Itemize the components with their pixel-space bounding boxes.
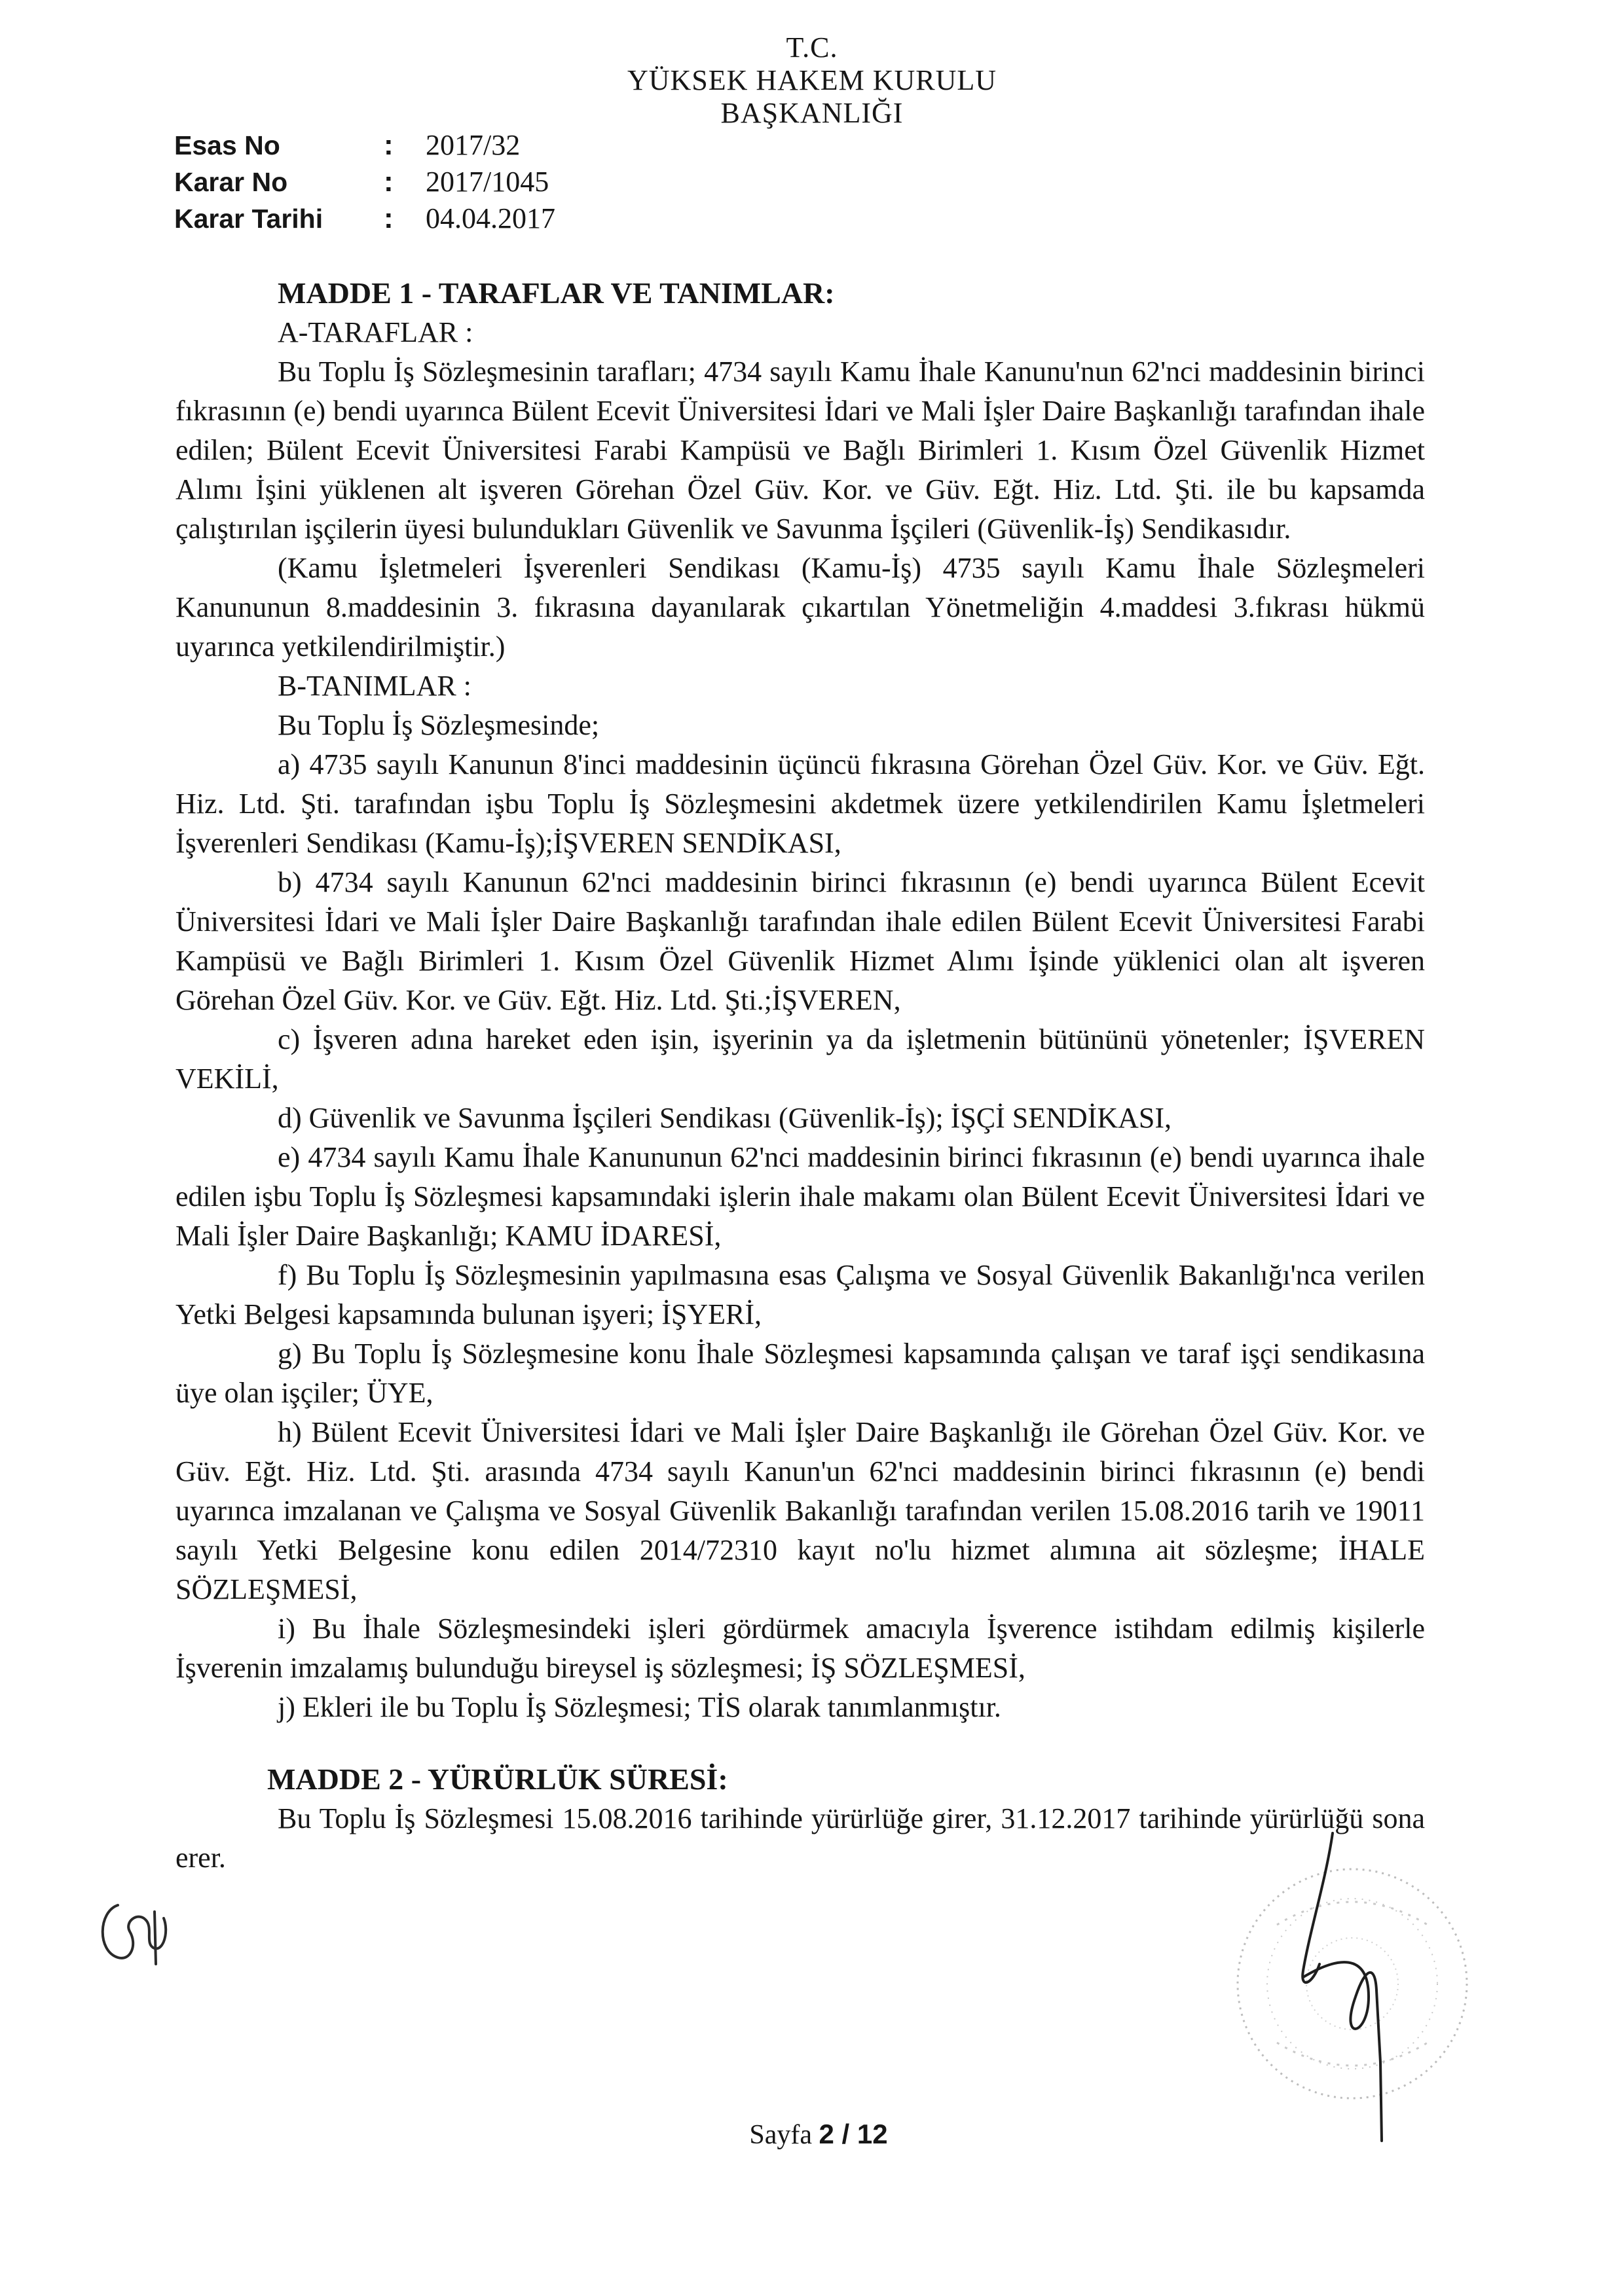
- taraflar-paragraph: Bu Toplu İş Sözleşmesinin tarafları; 4734 sayılı Kamu İhale Kanunu'nun 62'nci maddesinin birinci fıkrasının (e) bendi uyarınca Bülent Ecevit Üniversitesi İdari ve Mali İşler Daire Başkanlığı tarafından ihale edilen; Bülent Ecevit Üniversitesi Farabi Kampüsü ve Bağlı Birimleri 1. Kısım Özel Güvenlik Hizmet Alımı İşini yüklenen alt işveren Görehan Özel Güv. Kor. ve Güv. Eğt. Hiz. Ltd. Şti. ile bu kapsamda çalıştırılan işçilerin üyesi bulundukları Güvenlik ve Savunma İşçileri (Güvenlik-İş) Sendikasıdır.: [175, 355, 1425, 545]
- signature-stamp: [1205, 1827, 1493, 2167]
- meta-separator: :: [384, 202, 394, 234]
- page-footer: [688, 2119, 950, 2151]
- meta-label: Esas No: [174, 130, 280, 160]
- meta-value: 04.04.2017: [426, 202, 555, 234]
- madde-2-heading: MADDE 2 - YÜRÜRLÜK SÜRESİ:: [267, 1762, 728, 1796]
- yururluk-paragraph: Bu Toplu İş Sözleşmesi 15.08.2016 tarihinde yürürlüğe girer, 31.12.2017 tarihinde yürürlüğü sona erer.: [175, 1802, 1425, 1874]
- faded-seal: [1238, 1869, 1467, 2098]
- taraflar-note-paragraph: (Kamu İşletmeleri İşverenleri Sendikası (Kamu-İş) 4735 sayılı Kamu İhale Sözleşmeleri Kanununun 8.maddesinin 3. fıkrasına dayanılarak çıkartılan Yönetmeliğin 4.maddesi 3.fıkrası hükmü uyarınca yetkilendirilmiştir.): [175, 552, 1425, 663]
- handwritten-initials-mark: [92, 1886, 196, 1977]
- meta-label: Karar No: [174, 167, 288, 197]
- taraflar-title: A-TARAFLAR :: [278, 316, 473, 348]
- definition-item-c: c) İşveren adına hareket eden işin, işyerinin ya da işletmenin bütününü yönetenler; İŞVEREN VEKİLİ,: [175, 1023, 1425, 1095]
- tanimlar-intro: Bu Toplu İş Sözleşmesinde;: [278, 709, 600, 741]
- meta-separator: :: [384, 166, 394, 198]
- definition-item-a: a) 4735 sayılı Kanunun 8'inci maddesinin üçüncü fıkrasına Görehan Özel Güv. Kor. ve Güv. Eğt. Hiz. Ltd. Şti. tarafından işbu Toplu İş Sözleşmesini akdetmek üzere yetkilendirilen Kamu İşletmeleri İşverenleri Sendikası (Kamu-İş);İŞVEREN SENDİKASI,: [175, 748, 1425, 859]
- meta-row-karar-no: [174, 164, 555, 200]
- tanimlar-title: B-TANIMLAR :: [278, 670, 471, 702]
- definition-item-h: h) Bülent Ecevit Üniversitesi İdari ve Mali İşler Daire Başkanlığı ile Görehan Özel Güv. Kor. ve Güv. Eğt. Hiz. Ltd. Şti. arasında 4734 sayılı Kanun'un 62'nci maddesinin birinci fıkrasının (e) bendi uyarınca imzalanan ve Çalışma ve Sosyal Güvenlik Bakanlığı tarafından verilen 15.08.2016 tarih ve 19011 sayılı Yetki Belgesine konu edilen 2014/72310 kayıt no'lu hizmet alımına ait sözleşme; İHALE SÖZLEŞMESİ,: [175, 1416, 1425, 1605]
- definition-item-b: b) 4734 sayılı Kanunun 62'nci maddesinin birinci fıkrasının (e) bendi uyarınca Bülent Ecevit Üniversitesi İdari ve Mali İşler Daire Başkanlığı tarafından ihale edilen Bülent Ecevit Üniversitesi Farabi Kampüsü ve Bağlı Birimleri 1. Kısım Özel Güvenlik Hizmet Alımı İşinde yüklenici olan alt işveren Görehan Özel Güv. Kor. ve Güv. Eğt. Hiz. Ltd. Şti.;İŞVEREN,: [175, 866, 1425, 1016]
- meta-row-esas-no: [174, 127, 555, 164]
- definition-item-e: e) 4734 sayılı Kamu İhale Kanununun 62'nci maddesinin birinci fıkrasının (e) bendi uyarınca ihale edilen işbu Toplu İş Sözleşmesi kapsamındaki işlerin ihale makamı olan Bülent Ecevit Üniversitesi İdari ve Mali İşler Daire Başkanlığı; KAMU İDARESİ,: [175, 1141, 1425, 1252]
- definition-item-f: f) Bu Toplu İş Sözleşmesinin yapılmasına esas Çalışma ve Sosyal Güvenlik Bakanlığı'nca verilen Yetki Belgesi kapsamında bulunan işyeri; İŞYERİ,: [175, 1259, 1425, 1330]
- definition-item-d: d) Güvenlik ve Savunma İşçileri Sendikası (Güvenlik-İş); İŞÇİ SENDİKASI,: [278, 1102, 1172, 1134]
- definition-item-i: i) Bu İhale Sözleşmesindeki işleri gördürmek amacıyla İşverence istihdam edilmiş kişilerle İşverenin imzalamış bulunduğu bireysel iş sözleşmesi; İŞ SÖZLEŞMESİ,: [175, 1613, 1425, 1684]
- document-header: [458, 31, 1166, 130]
- definition-item-j: j) Ekleri ile bu Toplu İş Sözleşmesi; TİS olarak tanımlanmıştır.: [278, 1691, 1001, 1723]
- meta-value: 2017/32: [426, 129, 521, 161]
- meta-separator: :: [384, 129, 394, 161]
- signature: [1302, 1833, 1382, 2141]
- definition-item-g: g) Bu Toplu İş Sözleşmesine konu İhale Sözleşmesi kapsamında çalışan ve taraf işçi sendikasına üye olan işçiler; ÜYE,: [175, 1338, 1425, 1409]
- meta-row-karar-tarihi: [174, 200, 555, 237]
- page-footer-prefix: Sayfa: [749, 2120, 813, 2150]
- header-line-presidency: BAŞKANLIĞI: [720, 97, 904, 129]
- header-line-tc: T.C.: [786, 31, 838, 64]
- document-body: [175, 274, 1425, 1878]
- madde-1-heading: MADDE 1 - TARAFLAR VE TANIMLAR:: [278, 276, 835, 310]
- meta-value: 2017/1045: [426, 166, 549, 198]
- meta-label: Karar Tarihi: [174, 204, 323, 234]
- page-number: 2 / 12: [819, 2119, 888, 2149]
- case-metadata: [174, 127, 555, 237]
- header-line-institution: YÜKSEK HAKEM KURULU: [627, 64, 997, 96]
